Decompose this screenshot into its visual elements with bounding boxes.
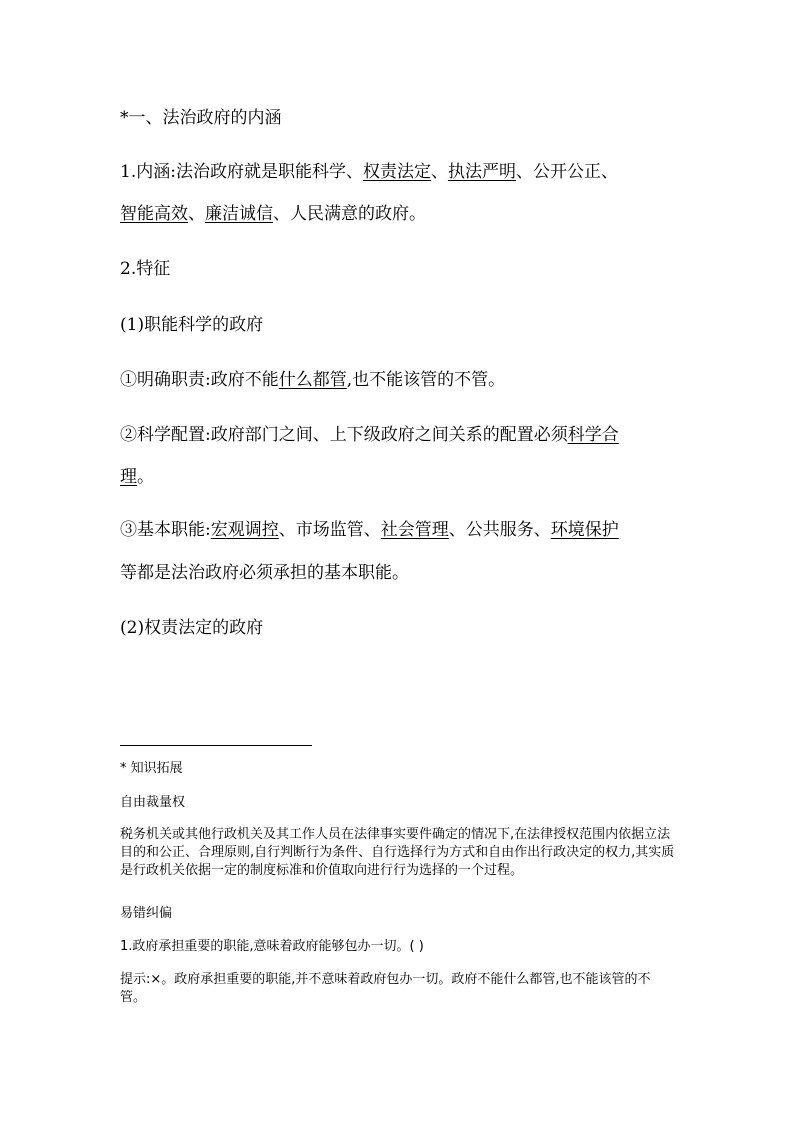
section-title: *一、法治政府的内涵 (120, 108, 282, 128)
features-heading: 2.特征 (120, 259, 171, 279)
definition-text: 、人民满意的政府。 (273, 204, 426, 224)
underlined-answer: 执法严明 (447, 162, 516, 182)
item-scientific-allocation-line-1 (120, 424, 680, 446)
error-hint: 提示:×。政府承担重要的职能,并不意味着政府包办一切。政府不能什么都管,也不能该管的不管。 (120, 972, 651, 1005)
definition-line-1 (120, 161, 680, 183)
footnote-divider (120, 745, 312, 746)
punctuation: 、 (188, 204, 205, 224)
definition-text: 、公开公正、 (515, 162, 618, 182)
underlined-answer: 廉洁诚信 (205, 204, 273, 224)
underlined-answer: 什么都管 (278, 370, 347, 390)
underlined-answer: 科学合 (567, 425, 619, 445)
item-basic-functions-line-1 (120, 519, 680, 541)
underlined-answer: 宏观调控 (210, 520, 279, 540)
underlined-answer: 理 (120, 467, 137, 487)
definition-line-2 (120, 203, 680, 225)
item-text: ②科学配置:政府部门之间、上下级政府之间关系的配置必须 (120, 425, 568, 445)
error-correction-heading: 易错纠偏 (120, 906, 173, 921)
underlined-answer: 智能高效 (120, 204, 188, 224)
footnote-heading: 自由裁量权 (120, 795, 186, 810)
item-text: ③基本职能: (120, 520, 211, 540)
subheading-function: (1)职能科学的政府 (120, 315, 264, 335)
punctuation: 。 (137, 467, 154, 487)
underlined-answer: 社会管理 (380, 520, 449, 540)
item-text: ①明确职责:政府不能 (120, 370, 279, 390)
definition-text: 1.内涵:法治政府就是职能科学、 (120, 162, 363, 182)
item-clear-duties (120, 369, 680, 391)
footnote-marker: * 知识拓展 (120, 761, 183, 776)
item-scientific-allocation-line-2 (120, 466, 680, 488)
subheading-legal-duties: (2)权责法定的政府 (120, 618, 264, 638)
underlined-answer: 环境保护 (550, 520, 619, 540)
item-text: ,也不能该管的不管。 (346, 370, 506, 390)
item-text: 、公共服务、 (448, 520, 551, 540)
error-question: 1.政府承担重要的职能,意味着政府能够包办一切。( ) (120, 939, 424, 954)
item-basic-functions-line-2: 等都是法治政府必须承担的基本职能。 (120, 563, 409, 583)
punctuation: 、 (430, 162, 448, 182)
underlined-answer: 权责法定 (362, 162, 431, 182)
footnote-body: 税务机关或其他行政机关及其工作人员在法律事实要件确定的情况下,在法律授权范围内依据立法目的和公正、合理原则,自行判断行为条件、自行选择行为方式和自由作出行政决定的权力,其实质是行政机关依据一定的制度标准和价值取向进行行为选择的一个过程。 (120, 827, 675, 878)
item-text: 、市场监管、 (278, 520, 381, 540)
